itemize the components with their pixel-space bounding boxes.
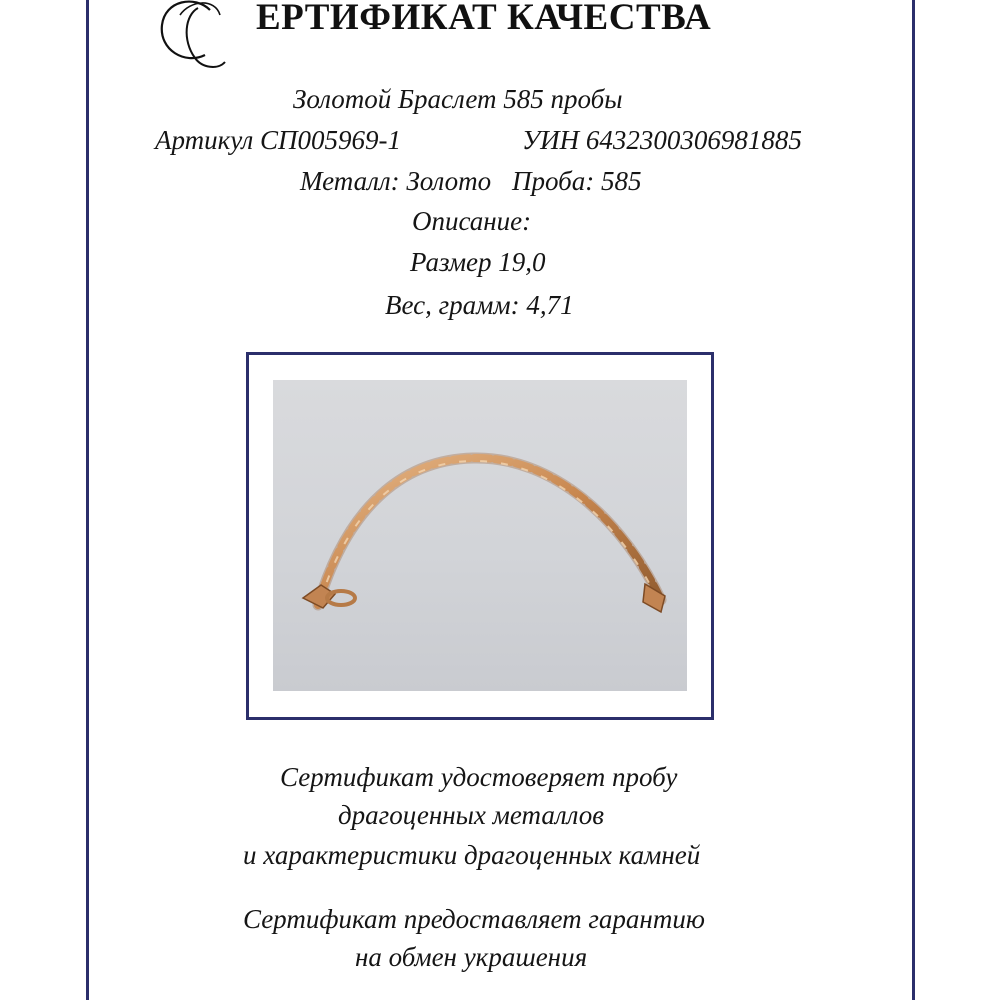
photo-frame bbox=[246, 352, 714, 720]
size-value: Размер 19,0 bbox=[410, 247, 546, 277]
uin-number: УИН 6432300306981885 bbox=[522, 125, 802, 155]
footer-line-4: Сертификат предоставляет гарантию bbox=[243, 904, 705, 934]
bracelet-image bbox=[273, 380, 687, 691]
footer-line-3: и характеристики драгоценных камней bbox=[243, 840, 701, 870]
article-number: Артикул СП005969-1 bbox=[155, 125, 402, 155]
footer-line-1: Сертификат удостоверяет пробу bbox=[280, 762, 678, 792]
description-label: Описание: bbox=[412, 206, 532, 236]
monogram-logo bbox=[140, 0, 250, 80]
certificate-title: ЕРТИФИКАТ КАЧЕСТВА bbox=[256, 0, 712, 38]
left-border-line bbox=[86, 0, 89, 1000]
metal-value: Металл: Золото bbox=[300, 166, 492, 196]
right-border-line bbox=[912, 0, 915, 1000]
probe-value: Проба: 585 bbox=[512, 166, 642, 196]
weight-value: Вес, грамм: 4,71 bbox=[385, 290, 574, 320]
footer-line-2: драгоценных металлов bbox=[338, 800, 604, 830]
product-name: Золотой Браслет 585 пробы bbox=[293, 84, 623, 114]
bracelet-photo bbox=[273, 380, 687, 691]
footer-line-5: на обмен украшения bbox=[355, 942, 588, 972]
